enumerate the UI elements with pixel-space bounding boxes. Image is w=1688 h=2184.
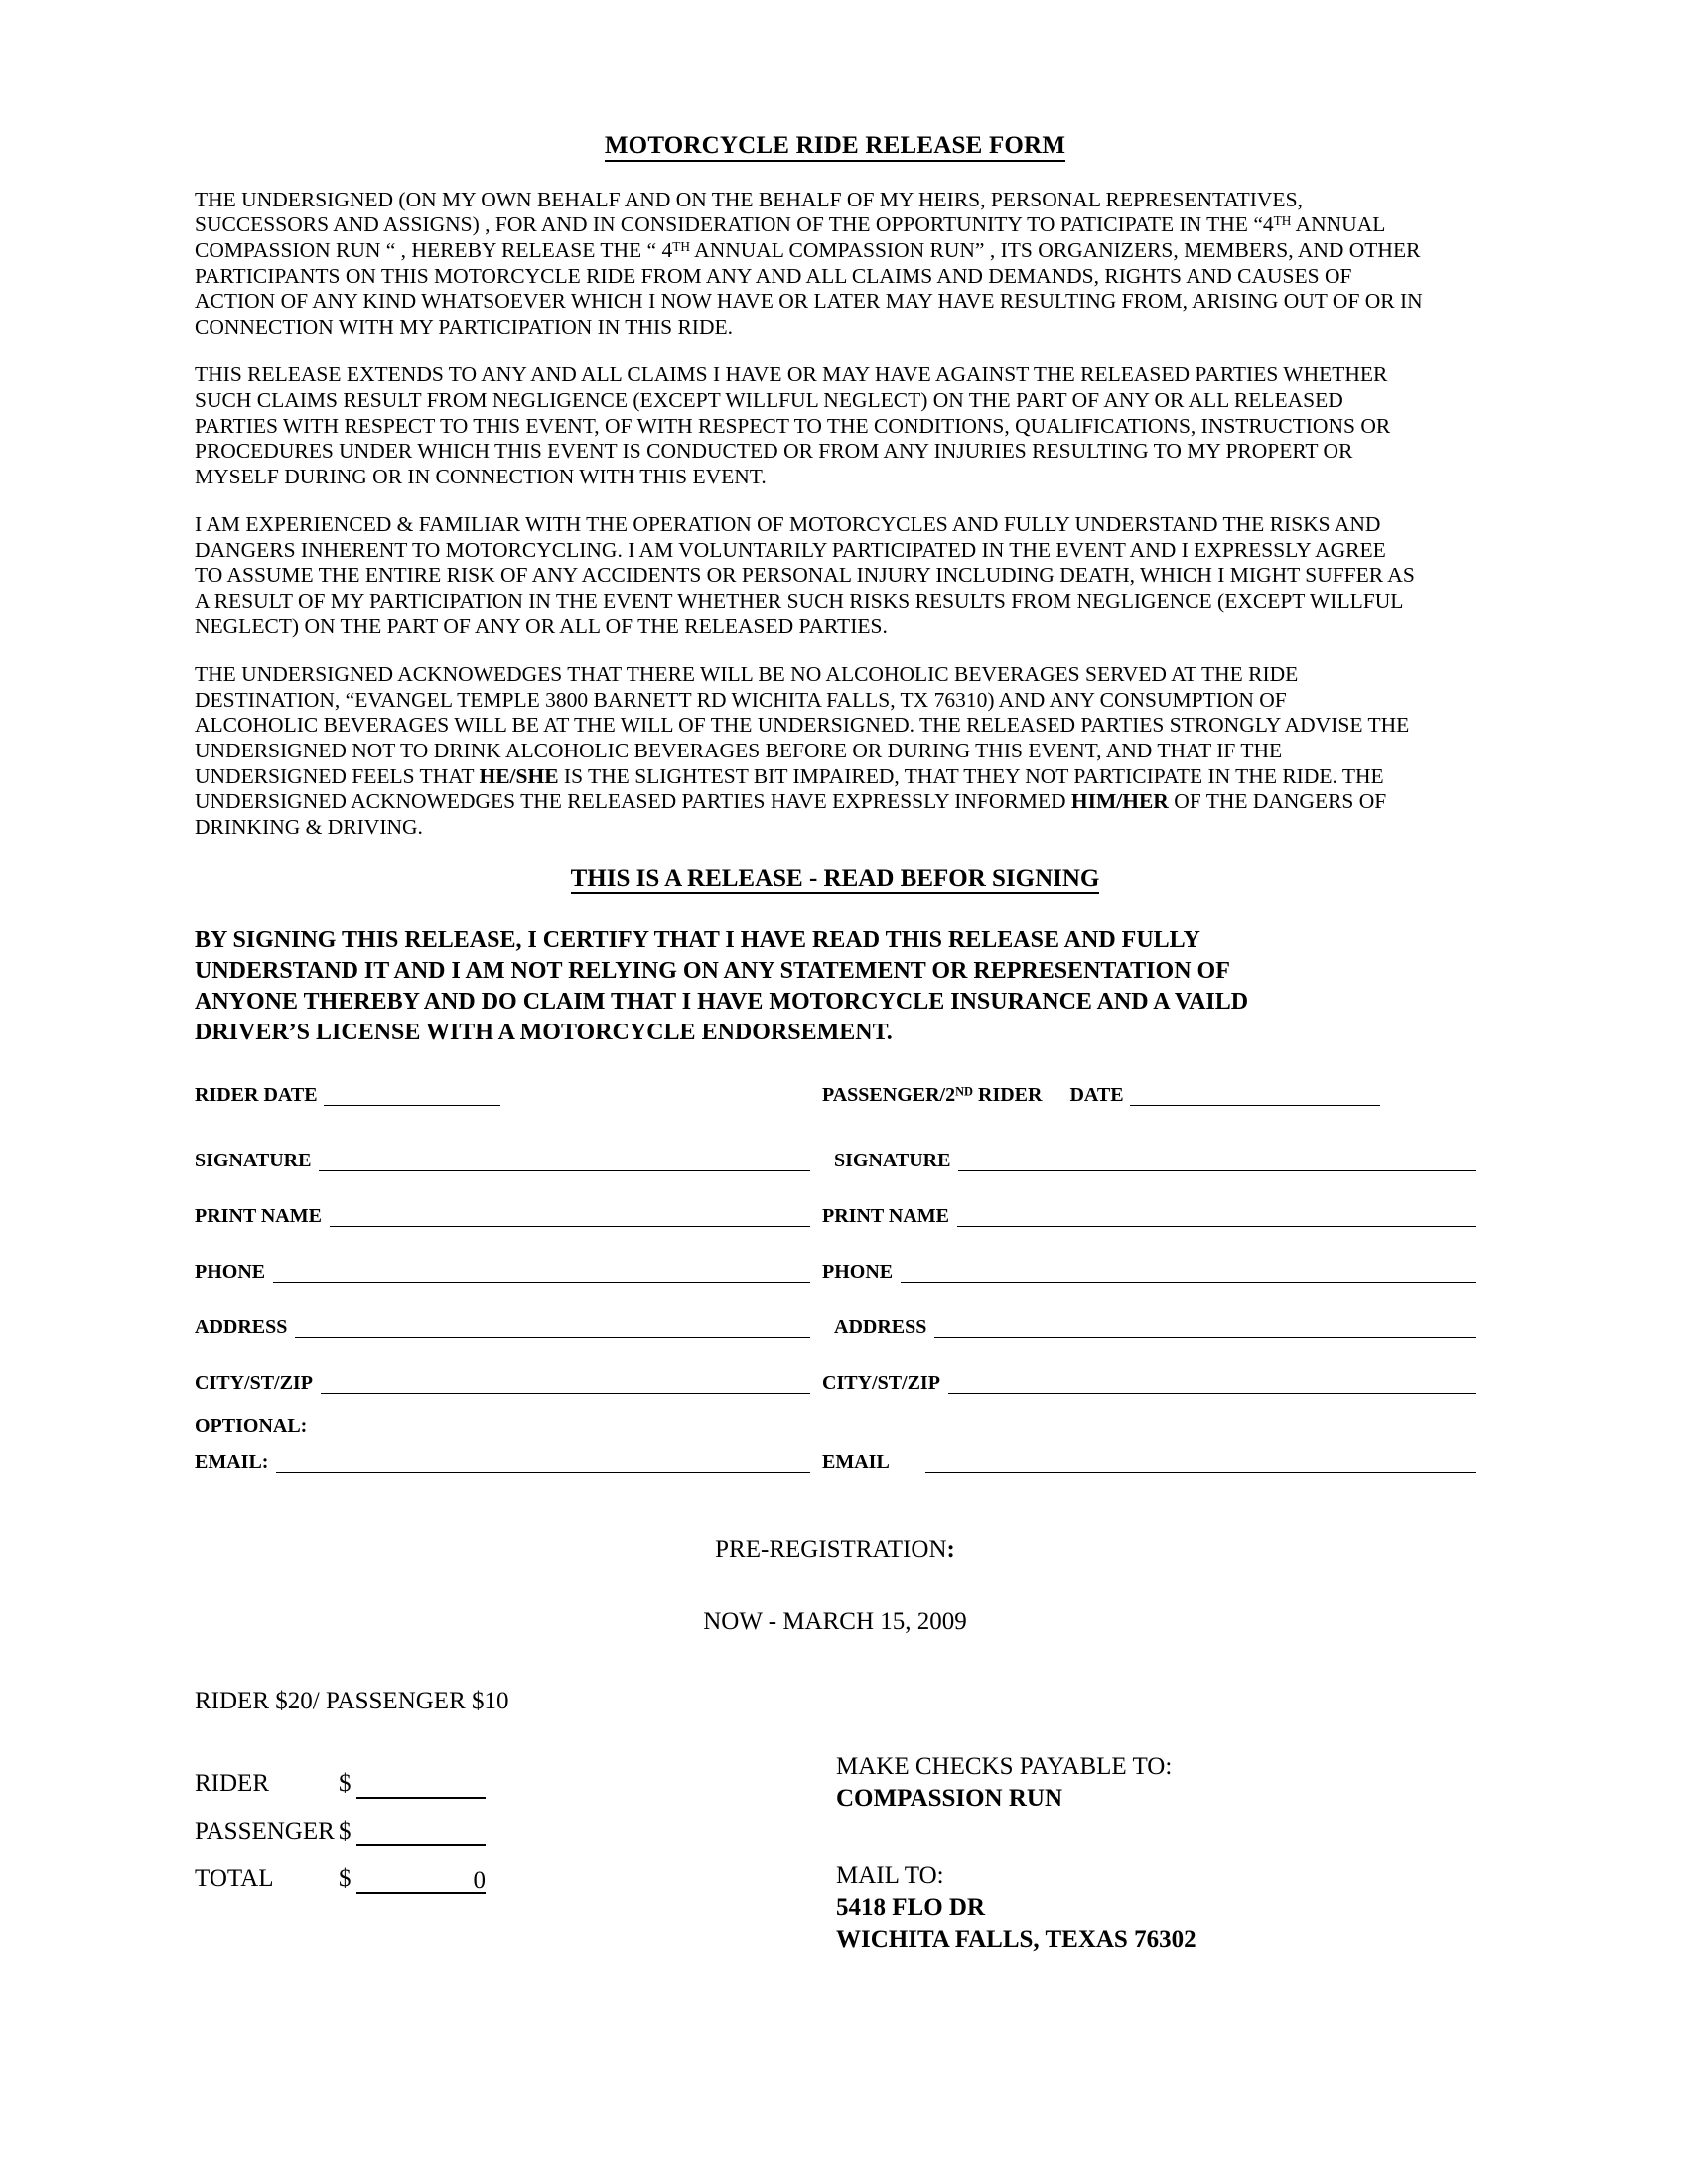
mail-to-title: MAIL TO: <box>836 1862 944 1890</box>
rider-signature-input[interactable] <box>319 1154 810 1171</box>
certification-line: BY SIGNING THIS RELEASE, I CERTIFY THAT I HAVE READ THIS RELEASE AND FULLY <box>195 927 1200 954</box>
rider-print-name-group <box>195 1205 822 1227</box>
rider-signature-group <box>195 1150 822 1171</box>
fee-amount-rider[interactable] <box>356 1773 486 1799</box>
optional-label: OPTIONAL: <box>195 1415 308 1437</box>
fee-amount-passenger[interactable] <box>356 1821 486 1846</box>
passenger-date-label: DATE <box>1069 1084 1124 1107</box>
paragraph-line: DANGERS INHERENT TO MOTORCYCLING. I AM VOLUNTARILY PARTICIPATED IN THE EVENT AND I EXPRESSLY AGREE <box>195 537 1386 562</box>
passenger-print-name-group <box>822 1205 1476 1227</box>
certification-line: UNDERSTAND IT AND I AM NOT RELYING ON ANY STATEMENT OR REPRESENTATION OF <box>195 958 1230 985</box>
form-row-phone <box>195 1247 1476 1283</box>
paragraph-line-text: COMPASSION RUN “ , HEREBY RELEASE THE “ 4 <box>195 237 673 262</box>
paragraph-line: UNDERSIGNED NOT TO DRINK ALCOHOLIC BEVERAGES BEFORE OR DURING THIS EVENT, AND THAT IF THE <box>195 739 1283 763</box>
passenger-phone-label: PHONE <box>822 1261 894 1284</box>
ordinal-suffix: TH <box>1273 213 1292 229</box>
passenger-print-name-label: PRINT NAME <box>822 1205 949 1228</box>
rider-phone-group <box>195 1261 822 1283</box>
paragraph-line: SUCH CLAIMS RESULT FROM NEGLIGENCE (EXCEPT WILLFUL NEGLECT) ON THE PART OF ANY OR ALL RELEASED <box>195 387 1343 412</box>
rider-date-label: RIDER DATE <box>195 1084 318 1107</box>
rider-print-name-input[interactable] <box>330 1209 810 1227</box>
release-heading <box>195 864 1476 893</box>
paragraph-line: A RESULT OF MY PARTICIPATION IN THE EVENT WHETHER SUCH RISKS RESULTS FROM NEGLIGENCE (EXCEPT WILLFUL <box>195 589 1404 614</box>
document-content <box>195 0 1476 1954</box>
rider-email-group <box>195 1451 822 1473</box>
fee-label-total: TOTAL <box>195 1865 274 1893</box>
date-row <box>195 1074 1476 1106</box>
pre-registration-heading <box>195 1535 1476 1565</box>
paragraph-line: NEGLECT) ON THE PART OF ANY OR ALL OF THE RELEASED PARTIES. <box>195 614 888 638</box>
rider-date-input[interactable] <box>324 1089 500 1106</box>
paragraph-line: MYSELF DURING OR IN CONNECTION WITH THIS EVENT. <box>195 464 767 488</box>
paragraph-line <box>195 238 1476 264</box>
dollar-sign-icon: $ <box>339 1770 352 1798</box>
paragraph-line <box>195 212 1476 238</box>
paragraph-experience <box>195 512 1476 639</box>
signature-form <box>195 1074 1476 1473</box>
dollar-sign-icon: $ <box>339 1818 352 1845</box>
paragraph-line: THE UNDERSIGNED ACKNOWEDGES THAT THERE WILL BE NO ALCOHOLIC BEVERAGES SERVED AT THE RIDE <box>195 662 1299 687</box>
passenger-signature-input[interactable] <box>958 1154 1476 1171</box>
form-row-city-state-zip <box>195 1358 1476 1394</box>
passenger-date-input[interactable] <box>1130 1089 1380 1106</box>
form-row-print-name <box>195 1191 1476 1227</box>
dollar-sign-icon: $ <box>339 1865 352 1893</box>
passenger-date-group <box>822 1084 1476 1106</box>
paragraph-line: CONNECTION WITH MY PARTICIPATION IN THIS RIDE. <box>195 314 733 339</box>
passenger-email-label: EMAIL <box>822 1451 890 1474</box>
rider-date-group <box>195 1084 822 1106</box>
paragraph-line: PROCEDURES UNDER WHICH THIS EVENT IS CONDUCTED OR FROM ANY INJURIES RESULTING TO MY PROPERT OR <box>195 439 1353 464</box>
passenger-address-input[interactable] <box>934 1320 1476 1338</box>
rider-print-name-label: PRINT NAME <box>195 1205 322 1228</box>
passenger-city-label: CITY/ST/ZIP <box>822 1372 940 1395</box>
passenger-phone-input[interactable] <box>901 1265 1476 1283</box>
paragraph-line-text: ANNUAL COMPASSION RUN” , ITS ORGANIZERS, MEMBERS, AND OTHER <box>689 237 1421 262</box>
ordinal-suffix: TH <box>672 238 690 254</box>
emphasis-him-her: HIM/HER <box>1070 789 1169 814</box>
checks-payable-title: MAKE CHECKS PAYABLE TO: <box>836 1753 1173 1781</box>
rider-phone-input[interactable] <box>273 1265 810 1283</box>
mail-address-line1: 5418 FLO DR <box>836 1894 985 1922</box>
passenger-address-group <box>822 1316 1476 1338</box>
pre-registration-colon: : <box>946 1536 955 1564</box>
passenger-city-group <box>822 1372 1476 1394</box>
certification-line: DRIVER’S LICENSE WITH A MOTORCYCLE ENDORSEMENT. <box>195 1020 893 1046</box>
optional-group <box>195 1414 822 1437</box>
fee-label-rider: RIDER <box>195 1770 269 1798</box>
fee-row-total <box>195 1846 1476 1894</box>
fee-table <box>195 1751 1476 1954</box>
paragraph-release-grant <box>195 188 1476 341</box>
passenger-address-label: ADDRESS <box>834 1316 927 1339</box>
paragraph-line <box>195 764 1476 790</box>
certification-statement <box>195 925 1476 1048</box>
paragraph-line: THE UNDERSIGNED (ON MY OWN BEHALF AND ON THE BEHALF OF MY HEIRS, PERSONAL REPRESENTATIVES, <box>195 187 1303 211</box>
paragraph-line-text: IS THE SLIGHTEST BIT IMPAIRED, THAT THEY NOT PARTICIPATE IN THE RIDE. THE <box>558 763 1384 788</box>
rider-city-label: CITY/ST/ZIP <box>195 1372 313 1395</box>
paragraph-line: TO ASSUME THE ENTIRE RISK OF ANY ACCIDENTS OR PERSONAL INJURY INCLUDING DEATH, WHICH I MIGHT SUFFER AS <box>195 563 1415 588</box>
paragraph-line-text: SUCCESSORS AND ASSIGNS) , FOR AND IN CONSIDERATION OF THE OPPORTUNITY TO PATICIPATE IN THE “4 <box>195 212 1274 237</box>
paragraph-line <box>195 789 1476 815</box>
rider-address-group <box>195 1316 822 1338</box>
paragraph-line: THIS RELEASE EXTENDS TO ANY AND ALL CLAIMS I HAVE OR MAY HAVE AGAINST THE RELEASED PARTIES WHETHER <box>195 362 1388 387</box>
rider-email-label: EMAIL: <box>195 1451 269 1474</box>
paragraph-line: I AM EXPERIENCED & FAMILIAR WITH THE OPERATION OF MOTORCYCLES AND FULLY UNDERSTAND THE RISKS AND <box>195 512 1381 537</box>
pre-registration-label: PRE-REGISTRATION <box>715 1536 947 1564</box>
passenger-print-name-input[interactable] <box>957 1209 1476 1227</box>
form-row-address <box>195 1302 1476 1338</box>
form-row-email <box>195 1437 1476 1473</box>
rider-signature-label: SIGNATURE <box>195 1150 312 1172</box>
optional-label-row <box>195 1414 1476 1437</box>
fee-label-passenger: PASSENGER <box>195 1818 335 1845</box>
fee-row-rider <box>195 1751 1476 1799</box>
price-list: RIDER $20/ PASSENGER $10 <box>195 1688 509 1715</box>
rider-address-label: ADDRESS <box>195 1316 288 1339</box>
page-title <box>195 132 1476 161</box>
page-title-text: MOTORCYCLE RIDE RELEASE FORM <box>605 132 1065 162</box>
paragraph-line: DRINKING & DRIVING. <box>195 814 423 839</box>
passenger-city-input[interactable] <box>948 1376 1476 1394</box>
rider-city-group <box>195 1372 822 1394</box>
rider-email-input[interactable] <box>276 1455 810 1473</box>
mail-address-line2: WICHITA FALLS, TEXAS 76302 <box>836 1926 1196 1954</box>
paragraph-line: DESTINATION, “EVANGEL TEMPLE 3800 BARNETT RD WICHITA FALLS, TX 76310) AND ANY CONSUMPTION OF <box>195 687 1287 712</box>
paragraph-line-text: OF THE DANGERS OF <box>1168 789 1387 814</box>
certification-line: ANYONE THEREBY AND DO CLAIM THAT I HAVE MOTORCYCLE INSURANCE AND A VAILD <box>195 989 1249 1016</box>
passenger-email-group <box>822 1451 1476 1473</box>
paragraph-release-extends <box>195 362 1476 489</box>
paragraph-line-text: ANNUAL <box>1291 212 1386 237</box>
passenger-email-input[interactable] <box>925 1455 1476 1473</box>
passenger-signature-group <box>822 1150 1476 1171</box>
paragraph-line: PARTIES WITH RESPECT TO THIS EVENT, OF WITH RESPECT TO THE CONDITIONS, QUALIFICATIONS, INSTRUCTIONS OR <box>195 413 1391 438</box>
paragraph-alcohol <box>195 662 1476 840</box>
payment-instructions <box>836 1751 1196 1956</box>
paragraph-line: ACTION OF ANY KIND WHATSOEVER WHICH I NOW HAVE OR LATER MAY HAVE RESULTING FROM, ARISING OUT OF OR IN <box>195 289 1423 314</box>
paragraph-line: PARTICIPANTS ON THIS MOTORCYCLE RIDE FROM ANY AND ALL CLAIMS AND DEMANDS, RIGHTS AND CAUSES OF <box>195 263 1352 288</box>
emphasis-he-she: HE/SHE <box>479 763 559 788</box>
rider-address-input[interactable] <box>295 1320 810 1338</box>
paragraph-line-text: UNDERSIGNED ACKNOWEDGES THE RELEASED PARTIES HAVE EXPRESSLY INFORMED <box>195 789 1071 814</box>
fee-amount-total[interactable]: 0 <box>356 1868 486 1894</box>
passenger-phone-group <box>822 1261 1476 1283</box>
passenger-signature-label: SIGNATURE <box>834 1150 951 1172</box>
pre-registration-dates: NOW - MARCH 15, 2009 <box>703 1608 967 1636</box>
rider-city-input[interactable] <box>321 1376 810 1394</box>
checks-payee-name: COMPASSION RUN <box>836 1785 1063 1813</box>
passenger-rider-label: PASSENGER/2ND RIDER <box>822 1084 1043 1107</box>
rider-phone-label: PHONE <box>195 1261 266 1284</box>
release-heading-text: THIS IS A RELEASE - READ BEFOR SIGNING <box>571 865 1100 894</box>
paragraph-line-text: UNDERSIGNED FEELS THAT <box>195 763 480 788</box>
paragraph-line: ALCOHOLIC BEVERAGES WILL BE AT THE WILL OF THE UNDERSIGNED. THE RELEASED PARTIES STRONGLY ADVISE THE <box>195 713 1410 738</box>
form-row-signature <box>195 1136 1476 1171</box>
ordinal-suffix: ND <box>955 1084 974 1099</box>
fee-row-passenger <box>195 1799 1476 1846</box>
